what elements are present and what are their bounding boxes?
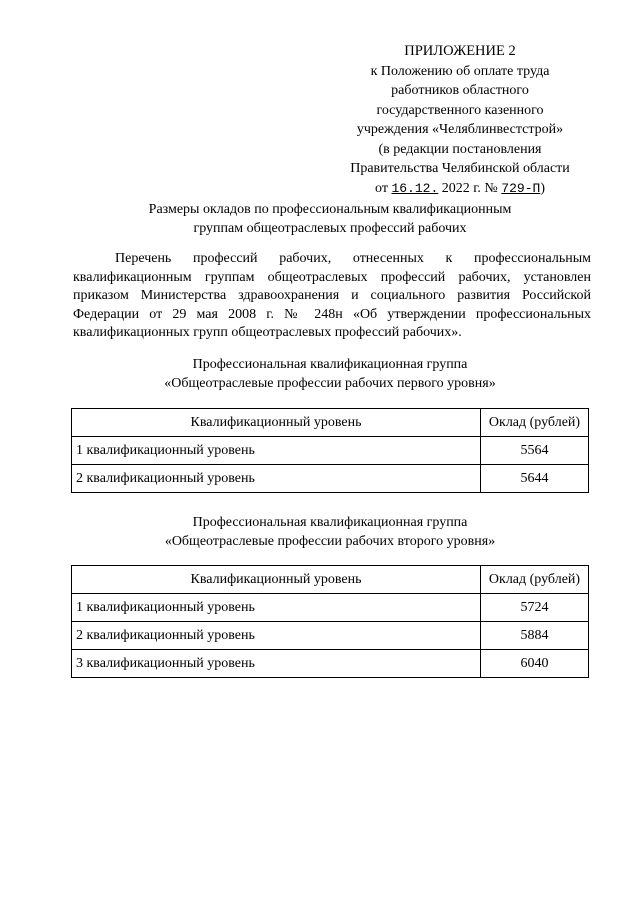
table-row	[72, 622, 589, 650]
group-title-second-level	[70, 513, 590, 551]
salary-cell: 6040	[481, 650, 589, 678]
column-header-salary: Оклад (рублей)	[481, 409, 589, 437]
appendix-line: к Положению об оплате труда	[370, 63, 550, 79]
salary-cell: 5644	[481, 465, 589, 493]
column-header-level: Квалификационный уровень	[72, 566, 481, 594]
heading-line: группам общеотраслевых профессий рабочих	[193, 221, 467, 236]
decree-number: 729-П	[501, 180, 541, 196]
appendix-header	[300, 42, 620, 198]
column-header-level: Квалификационный уровень	[72, 409, 481, 437]
document-heading	[70, 200, 590, 238]
year-text: 2022 г. №	[441, 180, 498, 196]
group-title-line: «Общеотраслевые профессии рабочих первого уровня»	[164, 376, 496, 391]
date-value: 16.12.	[391, 180, 439, 196]
group-title-line: «Общеотраслевые профессии рабочих второго уровня»	[164, 534, 496, 549]
table-row	[72, 437, 589, 465]
level-cell: 3 квалификационный уровень	[72, 650, 481, 678]
close-paren: )	[540, 180, 545, 196]
table-header-row	[72, 409, 589, 437]
table-row	[72, 465, 589, 493]
table-row	[72, 650, 589, 678]
level-cell: 1 квалификационный уровень	[72, 594, 481, 622]
appendix-date-line	[300, 179, 620, 199]
appendix-line: работников областного	[391, 83, 529, 98]
level-cell: 2 квалификационный уровень	[72, 465, 481, 493]
heading-line: Размеры окладов по профессиональным квалификационным	[148, 202, 512, 217]
group-title-first-level	[70, 355, 590, 393]
appendix-line: Правительства Челябинской области	[350, 161, 570, 176]
column-header-salary: Оклад (рублей)	[481, 566, 589, 594]
group-title-line: Профессиональная квалификационная группа	[192, 357, 468, 372]
appendix-line: учреждения «Челяблинвестстрой»	[356, 122, 564, 137]
appendix-title: ПРИЛОЖЕНИЕ 2	[404, 43, 516, 59]
salary-cell: 5724	[481, 594, 589, 622]
table-row	[72, 594, 589, 622]
appendix-line: государственного казенного	[376, 102, 544, 118]
group-title-line: Профессиональная квалификационная группа	[192, 515, 468, 530]
intro-paragraph: Перечень профессий рабочих, отнесенных к профессиональным квалификационным группам общеотраслевых профессий рабочих, установлен приказом Министерства здравоохранения и социального развития Российской Федерации от 29 мая 2008 г. № 248н «Об утверждении профессиональных квалификационных групп общеотраслевых профессий рабочих».	[73, 251, 591, 340]
salary-table-second-level	[71, 565, 589, 678]
level-cell: 1 квалификационный уровень	[72, 437, 481, 465]
level-cell: 2 квалификационный уровень	[72, 622, 481, 650]
salary-cell: 5564	[481, 437, 589, 465]
table-header-row	[72, 566, 589, 594]
date-prefix: от	[375, 180, 388, 196]
salary-cell: 5884	[481, 622, 589, 650]
appendix-line: (в редакции постановления	[378, 141, 542, 157]
salary-table-first-level	[71, 408, 589, 493]
